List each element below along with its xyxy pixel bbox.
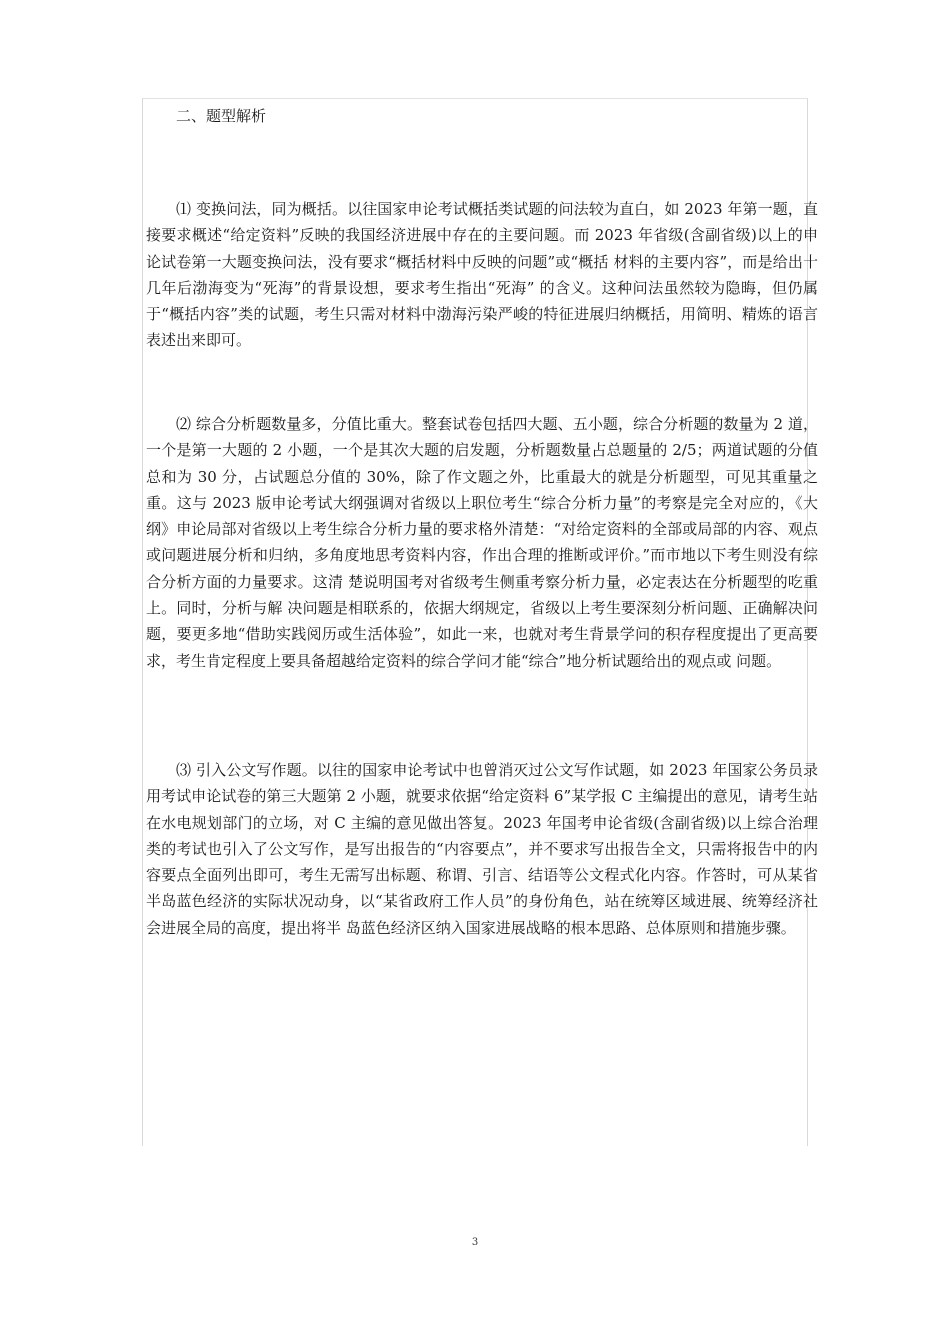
- paragraph-3: ⑶ 引入公文写作题。以往的国家申论考试中也曾消灭过公文写作试题，如 2023 年国家公务员录用考试申论试卷的第三大题第 2 小题，就要求依据“给定资料 6”某学报 C 主编提出的意见，请考生站在水电规划部门的立场，对 C 主编的意见做出答复。2023 年国考申论省级(含副省级)以上综合治理类的考试也引入了公文写作，是写出报告的“内容要点”，并不要求写出报告全文，只需将报告中的内容要点全面列出即可，考生无需写出标题、称谓、引言、结语等公文程式化内容。作答时，可从某省半岛蓝色经济的实际状况动身，以“某省政府工作人员”的身份角色，站在统筹区域进展、统筹经济社会进展全局的高度，提出将半 岛蓝色经济区纳入国家进展战略的根本思路、总体原则和措施步骤。: [146, 761, 818, 937]
- paragraph-2: ⑵ 综合分析题数量多，分值比重大。整套试卷包括四大题、五小题，综合分析题的数量为 2 道，一个是第一大题的 2 小题，一个是其次大题的启发题，分析题数量占总题量的 2/5；两道试题的分值总和为 30 分，占试题总分值的 30%，除了作文题之外，比重最大的就是分析题型，可见其重量之重。这与 2023 版申论考试大纲强调对省级以上职位考生“综合分析力量”的考察是完全对应的，《大纲》申论局部对省级以上考生综合分析力量的要求格外清楚：“对给定资料的全部或局部的内容、观点或问题进展分析和归纳，多角度地思考资料内容，作出合理的推断或评价。”而市地以下考生则没有综合分析方面的力量要求。这清 楚说明国考对省级考生侧重考察分析力量，必定表达在分析题型的吃重上。同时，分析与解 决问题是相联系的，依据大纲规定，省级以上考生要深刻分析问题、正确解决问题，要更多地“借助实践阅历或生活体验”，如此一来，也就对考生背景学问的积存程度提出了更高要求，考生肯定程度上要具备超越给定资料的综合学问才能“综合”地分析试题给出的观点或 问题。: [146, 415, 818, 670]
- paragraph-1: ⑴ 变换问法，同为概括。以往国家申论考试概括类试题的问法较为直白，如 2023 年第一题，直接要求概述“给定资料”反映的我国经济进展中存在的主要问题。而 2023 年省级(含副省级)以上的申论试卷第一大题变换问法，没有要求“概括材料中反映的问题”或“概括 材料的主要内容”，而是给出十几年后渤海变为“死海”的背景设想，要求考生指出“死海” 的含义。这种问法虽然较为隐晦，但仍属于“概括内容”类的试题，考生只需对材料中渤海污染严峻的特征进展归纳概括，用简明、精炼的语言表述出来即可。: [146, 200, 818, 350]
- section-heading: 二、题型解析: [176, 107, 267, 125]
- page-number: 3: [471, 1237, 479, 1248]
